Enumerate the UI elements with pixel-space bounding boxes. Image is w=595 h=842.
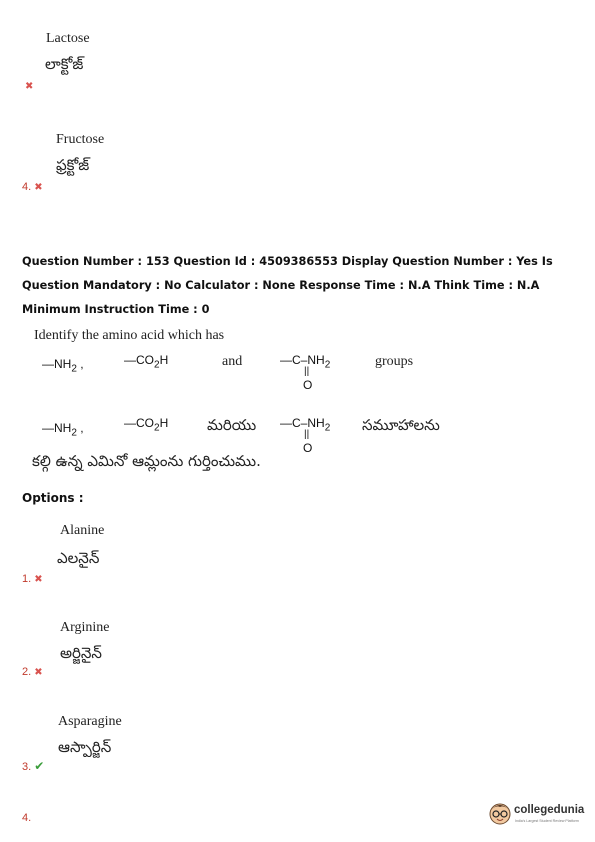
option-english: Arginine — [60, 620, 110, 635]
prev-option-telugu: ఫ్రక్టోజ్ — [56, 156, 90, 174]
question-english-intro: Identify the amino acid which has — [34, 328, 225, 343]
option-marker[interactable] — [22, 806, 31, 825]
option-english: Asparagine — [58, 714, 122, 729]
amino-group: $—NH_2$ , — [42, 421, 84, 439]
option-telugu: ఆస్పార్జిన్ — [58, 738, 112, 756]
logo-tagline: India's Largest Student Review Platform — [515, 819, 579, 823]
question-header: Question Number : 153 Question Id : 4509386553 Display Question Number : Yes Is Question Mandatory : No Calculator : None Response Time : N.A Think Time : N.A Minimum Instruction Time : 0 — [22, 255, 553, 316]
option-number: 3. — [22, 761, 32, 773]
groups-text-telugu: సమూహాలను — [362, 416, 440, 434]
cross-icon: ✖ — [34, 574, 43, 585]
option-telugu: ఎలనైన్ — [57, 549, 100, 567]
mascot-icon — [488, 800, 512, 828]
prev-option-marker — [22, 175, 43, 194]
option-number: 1. — [22, 573, 32, 585]
cross-icon: ✖ — [25, 81, 34, 92]
prev-option-english: Lactose — [46, 31, 90, 46]
question-telugu-line: కల్గి ఉన్న ఎమినో ఆమ్లంను గుర్తించుము. — [32, 452, 261, 470]
check-icon: ✔ — [34, 759, 45, 773]
prev-option-telugu: లాక్టోజ్ — [45, 55, 84, 73]
option-number: 2. — [22, 666, 32, 678]
option-marker[interactable] — [22, 660, 43, 679]
carboxyl-group: $—CO_2H$ — [124, 416, 169, 434]
carboxyl-group: $—CO_2H$ — [124, 353, 169, 371]
option-number: 4. — [22, 812, 32, 824]
collegedunia-logo — [488, 800, 590, 832]
amino-group: $—NH_2$ , — [42, 357, 84, 375]
and-text: and — [222, 354, 243, 369]
option-marker[interactable] — [22, 755, 44, 774]
amide-group: $—C-NH_2$ || O — [280, 353, 331, 392]
cross-icon: ✖ — [34, 182, 43, 193]
amide-group: $—C-NH_2$ || O — [280, 416, 331, 455]
options-label: Options : — [22, 491, 84, 505]
option-number: 4. — [22, 181, 32, 193]
groups-text: groups — [375, 354, 414, 369]
cross-icon: ✖ — [34, 667, 43, 678]
option-english: Alanine — [60, 523, 105, 538]
prev-option-english: Fructose — [56, 132, 105, 147]
prev-option-marker — [22, 74, 33, 93]
logo-name: collegedunia — [514, 804, 585, 816]
and-text-telugu: మరియు — [207, 416, 257, 434]
option-telugu: అర్జినైన్ — [60, 644, 102, 662]
option-marker[interactable] — [22, 567, 43, 586]
